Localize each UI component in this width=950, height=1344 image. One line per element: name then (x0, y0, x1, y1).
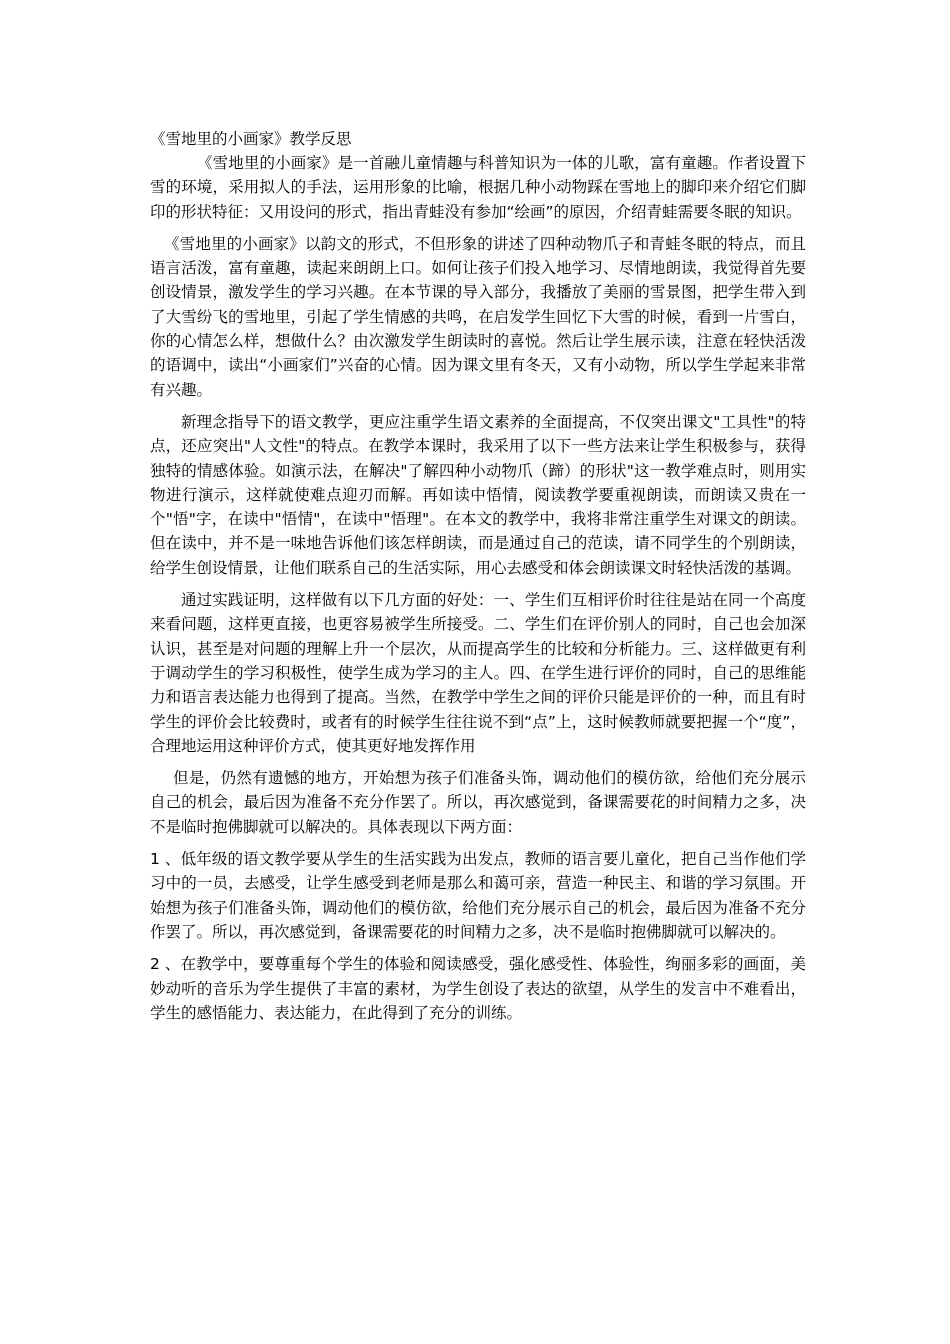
document-page (150, 127, 806, 1033)
paragraph-practice: 通过实践证明，这样做有以下几方面的好处：一、学生们互相评价时往往是站在同一个高度来看问题，这样更直接，也更容易被学生所接受。二、学生们在评价别人的同时，自己也会加深认识，甚至是对问题的理解上升一个层次，从而提高学生的比较和分析能力。三、这样做更有利于调动学生的学习积极性，使学生成为学习的主人。四、在学生进行评价的同时，自己的思维能力和语言表达能力也得到了提高。当然，在教学中学生之间的评价只能是评价的一种，而且有时学生的评价会比较费时，或者有的时候学生往往说不到“点”上，这时候教师就要把握一个“度”，合理地运用这种评价方式，使其更好地发挥作用 (150, 591, 806, 755)
paragraph-regret: 但是，仍然有遗憾的地方，开始想为孩子们准备头饰，调动他们的模仿欲，给他们充分展示自己的机会，最后因为准备不充分作罢了。所以，再次感觉到，备课需要花的时间精力之多，决不是临时抱佛脚就可以解决的。具体表现以下两方面： (150, 769, 806, 836)
paragraph-point-2: 2 、在教学中，要尊重每个学生的体验和阅读感受，强化感受性、体验性，绚丽多彩的画面，美妙动听的音乐为学生提供了丰富的素材，为学生创设了表达的欲望，从学生的发言中不难看出，学生的感悟能力、表达能力，在此得到了充分的训练。 (150, 955, 806, 1022)
paragraph-point-1: 1 、低年级的语文教学要从学生的生活实践为出发点，教师的语言要儿童化，把自己当作他们学习中的一员，去感受，让学生感受到老师是那么和蔼可亲，营造一种民主、和谐的学习氛围。开始想为孩子们准备头饰，调动他们的模仿欲，给他们充分展示自己的机会，最后因为准备不充分作罢了。所以，再次感觉到，备课需要花的时间精力之多，决不是临时抱佛脚就可以解决的。 (150, 850, 806, 941)
document-title: 《雪地里的小画家》教学反思 (150, 130, 352, 148)
paragraph-new-concept: 新理念指导下的语文教学，更应注重学生语文素养的全面提高，不仅突出课文"工具性"的特点，还应突出"人文性"的特点。在教学本课时，我采用了以下一些方法来让学生积极参与，获得独特的情感体验。如演示法，在解决"了解四种小动物爪（蹄）的形状"这一教学难点时，则用实物进行演示，这样就使难点迎刃而解。再如读中悟情，阅读教学要重视朗读，而朗读又贵在一个"悟"字，在读中"悟情"，在读中"悟理"。在本文的教学中，我将非常注重学生对课文的朗读。但在读中，并不是一味地告诉他们该怎样朗读，而是通过自己的范读，请不同学生的个别朗读，给学生创设情景，让他们联系自己的生活实际，用心去感受和体会朗读课文时轻快活泼的基调。 (150, 412, 806, 577)
paragraph-situation: 《雪地里的小画家》以韵文的形式，不但形象的讲述了四种动物爪子和青蛙冬眠的特点，而且语言活泼，富有童趣，读起来朗朗上口。如何让孩子们投入地学习、尽情地朗读，我觉得首先要创设情景，激发学生的学习兴趣。在本节课的导入部分，我播放了美丽的雪景图，把学生带入到了大雪纷飞的雪地里，引起了学生情感的共鸣，在启发学生回忆下大雪的时候，看到一片雪白，你的心情怎么样，想做什么？由次激发学生朗读时的喜悦。然后让学生展示读，注意在轻快活泼的语调中，读出“小画家们”兴奋的心情。因为课文里有冬天，又有小动物，所以学生学起来非常有兴趣。 (150, 234, 806, 399)
paragraph-intro: 《雪地里的小画家》是一首融儿童情趣与科普知识为一体的儿歌，富有童趣。作者设置下雪的环境，采用拟人的手法，运用形象的比喻，根据几种小动物踩在雪地上的脚印来介绍它们脚印的形状特征：又用设问的形式，指出青蛙没有参加“绘画”的原因，介绍青蛙需要冬眠的知识。 (150, 154, 806, 221)
